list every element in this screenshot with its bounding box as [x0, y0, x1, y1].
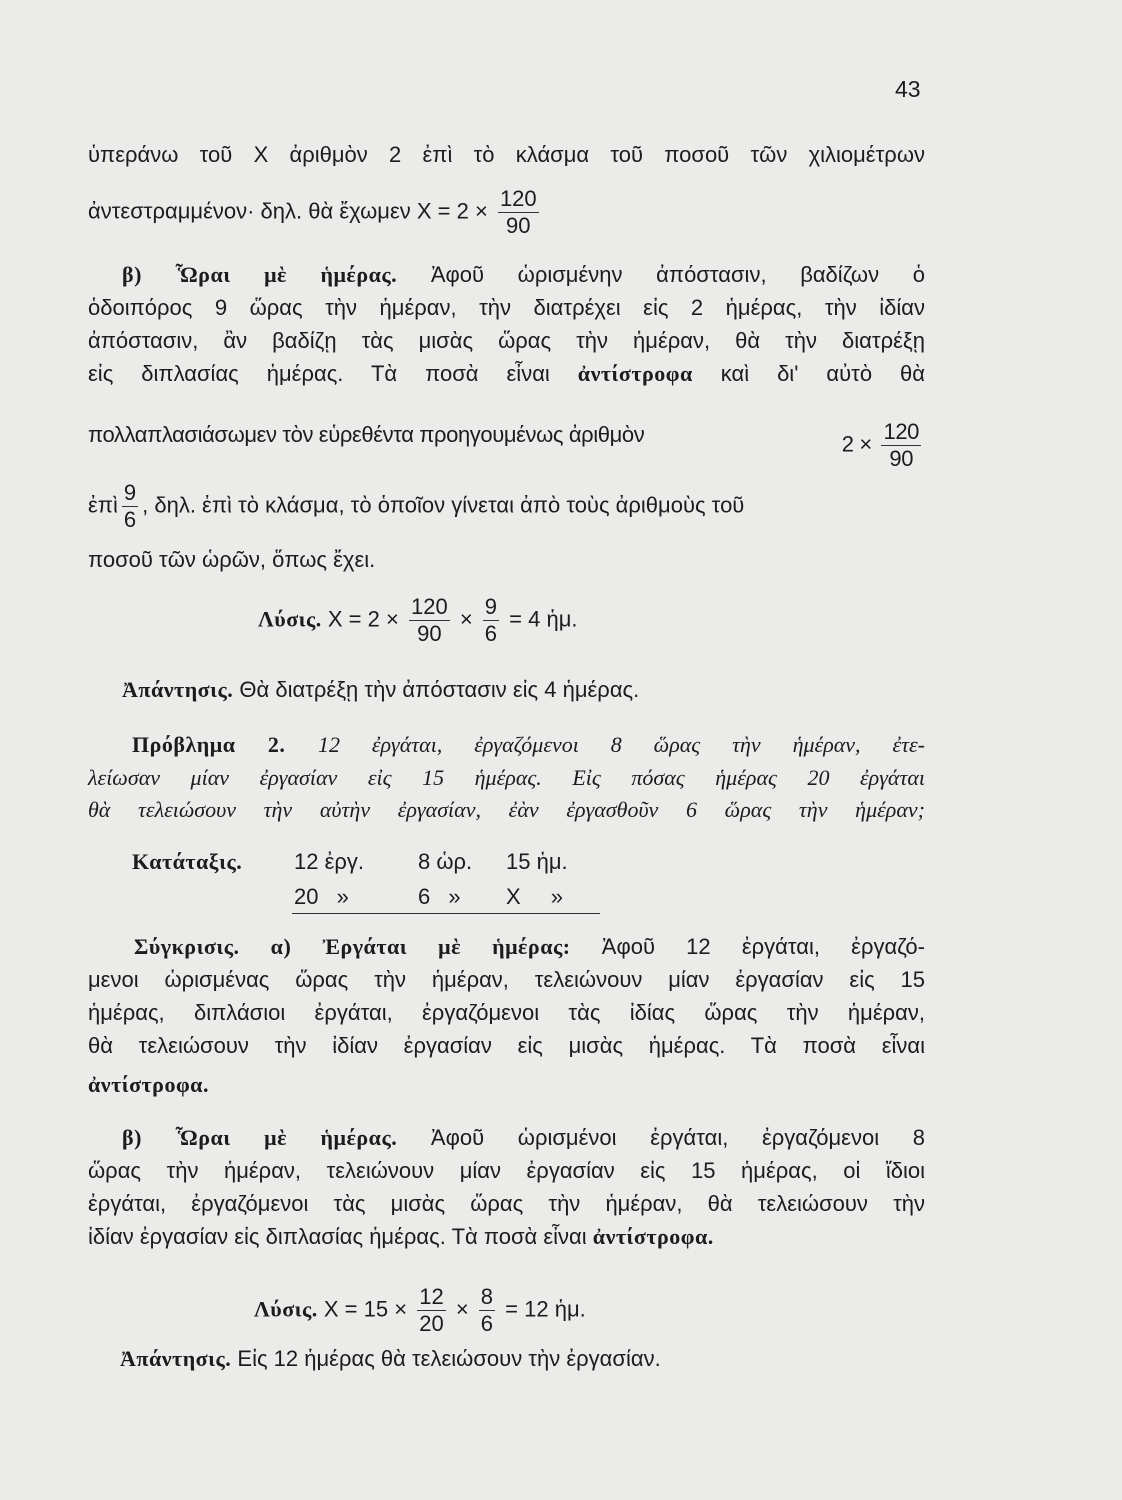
numerator: 120 — [883, 419, 919, 444]
denominator: 90 — [889, 446, 914, 471]
text-line: μενοι ὡρισμένας ὥρας τὴν ἡμέραν, τελειώνουν μίαν ἐργασίαν εἰς 15 — [88, 967, 925, 992]
result: = 4 ἡμ. — [509, 606, 578, 632]
section-heading: β) Ὧραι μὲ ἡμέρας. — [122, 1125, 398, 1150]
text: εἰς διπλασίας ἡμέρας. Τὰ ποσὰ εἶναι — [88, 361, 550, 386]
text-line: ἀπόστασιν, ἂν βαδίζῃ τὰς μισὰς ὥρας τὴν ἡμέραν, θὰ τὴν διατρέξῃ — [88, 328, 925, 353]
text: Ἀφοῦ ὡρισμένοι ἐργάται, ἐργαζόμενοι 8 — [430, 1125, 925, 1150]
answer-label: Ἀπάντησις. — [122, 677, 234, 702]
fraction — [417, 1284, 445, 1337]
denominator: 6 — [123, 507, 137, 532]
text: , δηλ. ἐπὶ τὸ κλάσμα, τὸ ὁποῖον γίνεται ἀπὸ τοὺς ἀριθμοὺς τοῦ — [142, 492, 745, 518]
text: ἀντεστραμμένον· δηλ. θὰ ἔχωμεν X = 2 × — [88, 198, 488, 224]
text-line: ἐργάται, ἐργαζόμενοι τὰς μισὰς ὥρας τὴν ἡμέραν, θὰ τελειώσουν τὴν — [88, 1191, 925, 1216]
denominator: 90 — [417, 621, 442, 646]
text-line — [88, 419, 925, 471]
text: ἐπὶ — [88, 492, 118, 518]
text-line: ὁδοιπόρος 9 ὥρας τὴν ἡμέραν, τὴν διατρέχει εἰς 2 ἡμέρας, τὴν ἰδίαν — [88, 295, 925, 320]
bold-term: ἀντίστροφα. — [592, 1224, 714, 1249]
solution-line — [258, 594, 758, 646]
fraction — [122, 480, 138, 533]
text-line: θὰ τελειώσουν τὴν ἰδίαν ἐργασίαν εἰς μισὰς ἡμέρας. Τὰ ποσὰ εἶναι — [88, 1033, 925, 1058]
answer-line — [122, 674, 959, 706]
cell: 15 ἡμ. — [506, 849, 568, 874]
cell: 12 ἐργ. — [294, 849, 365, 874]
text-line — [88, 1221, 925, 1253]
arrangement-row — [132, 881, 969, 913]
text: ἰδίαν ἐργασίαν εἰς διπλασίας ἡμέρας. Τὰ ποσὰ εἶναι — [88, 1224, 587, 1249]
divider — [292, 913, 600, 914]
fraction — [881, 419, 921, 472]
text: Ἀφοῦ 12 ἐργάται, ἐργαζό- — [601, 934, 925, 959]
denominator: 20 — [419, 1311, 444, 1336]
text-line — [122, 259, 925, 291]
section-heading: β) Ὧραι μὲ ἡμέρας. — [122, 262, 398, 287]
cell: 6 » — [418, 884, 461, 909]
answer-label: Ἀπάντησις. — [120, 1346, 232, 1371]
fraction — [409, 594, 450, 647]
numerator: 9 — [484, 594, 498, 619]
operator: × — [459, 606, 473, 632]
text-line: ὑπεράνω τοῦ X ἀριθμὸν 2 ἐπὶ τὸ κλάσμα τοῦ ποσοῦ τῶν χιλιομέτρων — [88, 142, 925, 167]
text-line — [88, 186, 925, 238]
numerator: 12 — [419, 1284, 444, 1309]
section-heading: α) Ἐργάται μὲ ἡμέρας: — [270, 934, 571, 959]
operator: × — [455, 1296, 469, 1322]
answer-text: Εἰς 12 ἡμέρας θὰ τελειώσουν τὴν ἐργασίαν. — [237, 1346, 661, 1371]
text-line — [122, 1122, 925, 1154]
numerator: 9 — [123, 480, 137, 505]
text-line — [132, 729, 925, 761]
denominator: 6 — [484, 621, 498, 646]
denominator: 6 — [480, 1311, 494, 1336]
expression: X = 2 × — [327, 606, 399, 632]
bold-term: ἀντίστροφα — [577, 361, 693, 386]
arrangement-label: Κατάταξις. — [132, 849, 243, 874]
fraction — [479, 1284, 495, 1337]
text-line — [88, 358, 925, 390]
cell: X » — [506, 884, 564, 909]
result: = 12 ἡμ. — [505, 1296, 586, 1322]
cell: 8 ὡρ. — [418, 849, 473, 874]
text-line: ὥρας τὴν ἡμέραν, τελειώνουν μίαν ἐργασίαν εἰς 15 ἡμέρας, οἱ ἴδιοι — [88, 1158, 925, 1183]
expression: X = 15 × — [323, 1296, 408, 1322]
answer-line — [120, 1343, 957, 1375]
text: Ἀφοῦ ὡρισμένην ἀπόστασιν, βαδίζων ὁ — [430, 262, 925, 287]
denominator: 90 — [506, 213, 531, 238]
arrangement-row — [132, 846, 969, 878]
answer-text: Θὰ διατρέξῃ τὴν ἀπόστασιν εἰς 4 ἡμέρας. — [239, 677, 640, 702]
text: 12 ἐργάται, ἐργαζόμενοι 8 ὥρας τὴν ἡμέραν, ἐτε- — [317, 732, 925, 757]
numerator: 8 — [480, 1284, 494, 1309]
numerator: 120 — [499, 186, 537, 211]
numerator: 120 — [410, 594, 448, 619]
text: καὶ δι' αὐτὸ θὰ — [720, 361, 925, 386]
text-line — [88, 480, 925, 532]
fraction — [498, 186, 539, 239]
text-line: θὰ τελειώσουν τὴν αὐτὴν ἐργασίαν, ἐὰν ἐργασθοῦν 6 ὥρας τὴν ἡμέραν; — [88, 797, 925, 822]
expression: 2 × — [841, 431, 872, 457]
text-line — [134, 931, 925, 963]
text-line: ἡμέρας, διπλάσιοι ἐργάται, ἐργαζόμενοι τὰς ἰδίας ὥρας τὴν ἡμέραν, — [88, 1000, 925, 1025]
solution-label: Λύσις. — [258, 606, 322, 632]
fraction — [483, 594, 499, 647]
bold-term: ἀντίστροφα. — [88, 1072, 209, 1097]
problem-label: Πρόβλημα 2. — [132, 732, 286, 757]
text: πολλαπλασιάσωμεν τὸν εὑρεθέντα προηγουμένως ἀριθμὸν — [88, 422, 645, 447]
cell: 20 » — [294, 884, 349, 909]
text-line: ποσοῦ τῶν ὡρῶν, ὅπως ἔχει. — [88, 547, 376, 572]
page-number: 43 — [895, 76, 921, 102]
comparison-label: Σύγκρισις. — [134, 934, 240, 959]
text-line: λείωσαν μίαν ἐργασίαν εἰς 15 ἡμέρας. Εἰς πόσας ἡμέρας 20 ἐργάται — [88, 765, 925, 790]
solution-label: Λύσις. — [254, 1296, 318, 1322]
solution-line — [254, 1284, 774, 1336]
